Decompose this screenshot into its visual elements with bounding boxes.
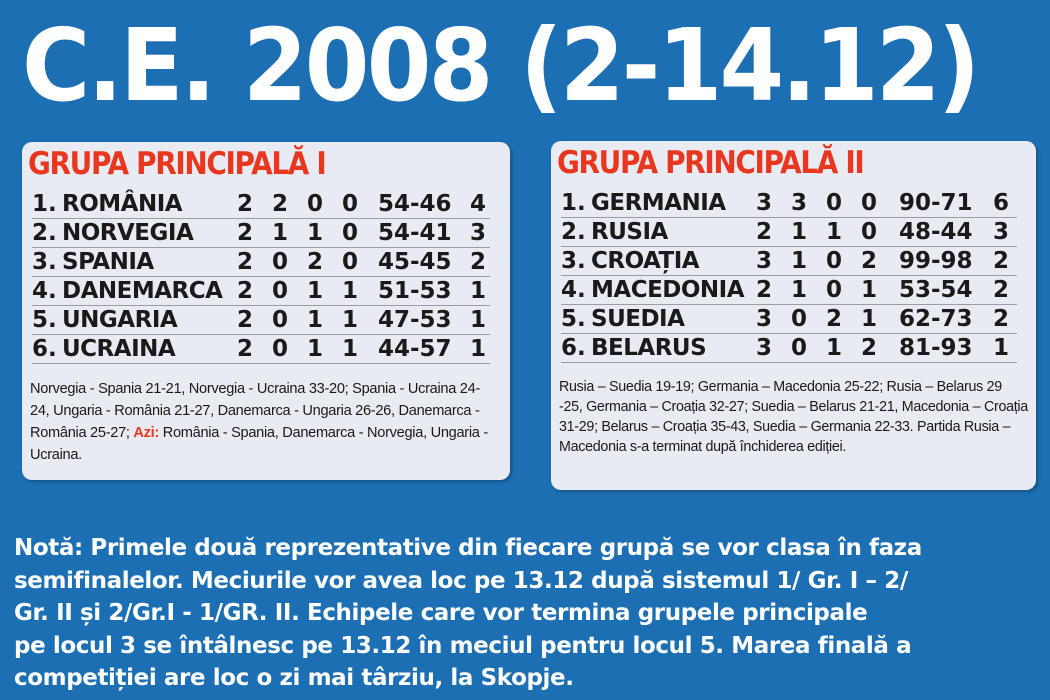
won-cell: 0 xyxy=(791,306,808,332)
goals-cell: 53-54 xyxy=(899,277,973,303)
note-line: Notă: Primele două reprezentative din fiecare grupă se vor clasa în faza xyxy=(14,535,922,561)
team-cell: CROAȚIA xyxy=(591,248,700,274)
standings-row xyxy=(561,247,1017,276)
played-cell: 2 xyxy=(237,191,254,217)
team-cell: MACEDONIA xyxy=(591,277,745,303)
drawn-cell: 1 xyxy=(826,219,843,245)
rank-cell: 4. xyxy=(561,277,586,303)
won-cell: 1 xyxy=(791,248,808,274)
goals-cell: 47-53 xyxy=(378,307,452,333)
team-cell: SUEDIA xyxy=(591,306,685,332)
standings-row xyxy=(561,276,1017,305)
rank-cell: 6. xyxy=(32,336,57,362)
played-cell: 3 xyxy=(756,248,773,274)
team-cell: BELARUS xyxy=(591,335,707,361)
team-cell: ROMÂNIA xyxy=(62,191,183,217)
goals-cell: 44-57 xyxy=(378,336,452,362)
group-2-standings-table xyxy=(561,189,1017,363)
points-cell: 2 xyxy=(993,248,1010,274)
goals-cell: 99-98 xyxy=(899,248,973,274)
points-cell: 1 xyxy=(993,335,1010,361)
won-cell: 0 xyxy=(272,278,289,304)
team-cell: RUSIA xyxy=(591,219,668,245)
drawn-cell: 0 xyxy=(826,190,843,216)
note-line: pe locul 3 se întâlnesc pe 13.12 în meciul pentru locul 5. Marea finală a xyxy=(14,632,912,659)
standings-row xyxy=(561,218,1017,247)
points-cell: 2 xyxy=(470,249,487,275)
won-cell: 0 xyxy=(272,336,289,362)
group-1-panel xyxy=(22,142,510,480)
played-cell: 2 xyxy=(237,307,254,333)
won-cell: 0 xyxy=(272,249,289,275)
goals-cell: 45-45 xyxy=(378,249,452,275)
rank-cell: 1. xyxy=(561,190,586,216)
team-cell: UCRAINA xyxy=(62,336,176,362)
group-2-title: GRUPA PRINCIPALĂ II xyxy=(557,145,864,181)
won-cell: 3 xyxy=(791,190,808,216)
standings-row xyxy=(32,190,490,219)
points-cell: 3 xyxy=(993,219,1010,245)
standings-row xyxy=(32,277,490,306)
drawn-cell: 1 xyxy=(307,278,324,304)
lost-cell: 1 xyxy=(342,336,359,362)
rank-cell: 2. xyxy=(32,220,57,246)
won-cell: 1 xyxy=(791,219,808,245)
today-matches: România - Spania, Danemarca - Norvegia, Ungaria - Ucraina. xyxy=(30,425,488,463)
note-paragraph xyxy=(14,532,1044,695)
won-cell: 0 xyxy=(791,335,808,361)
lost-cell: 0 xyxy=(342,249,359,275)
drawn-cell: 2 xyxy=(307,249,324,275)
played-cell: 2 xyxy=(237,278,254,304)
played-cell: 3 xyxy=(756,306,773,332)
points-cell: 2 xyxy=(993,277,1010,303)
points-cell: 3 xyxy=(470,220,487,246)
standings-row xyxy=(32,335,490,364)
lost-cell: 0 xyxy=(342,220,359,246)
team-cell: UNGARIA xyxy=(62,307,178,333)
points-cell: 6 xyxy=(993,190,1010,216)
goals-cell: 51-53 xyxy=(378,278,452,304)
goals-cell: 48-44 xyxy=(899,219,973,245)
team-cell: GERMANIA xyxy=(591,190,726,216)
played-cell: 2 xyxy=(756,219,773,245)
drawn-cell: 0 xyxy=(307,191,324,217)
won-cell: 1 xyxy=(791,277,808,303)
rank-cell: 3. xyxy=(32,249,57,275)
drawn-cell: 1 xyxy=(307,307,324,333)
points-cell: 1 xyxy=(470,336,487,362)
played-cell: 2 xyxy=(237,336,254,362)
rank-cell: 3. xyxy=(561,248,586,274)
team-cell: SPANIA xyxy=(62,249,154,275)
points-cell: 2 xyxy=(993,306,1010,332)
lost-cell: 0 xyxy=(342,191,359,217)
won-cell: 2 xyxy=(272,191,289,217)
group-2-results: Rusia – Suedia 19-19; Germania – Macedonia 25-22; Rusia – Belarus 29 -25, Germania – Croația 32-27; Suedia – Belarus 21-21, Macedonia – Croația 31-29; Belarus – Croația 35-43, Suedia – Germania 22-33. Partida Rusia – Macedonia s-a terminat după închiderea ediției. xyxy=(559,379,1028,455)
lost-cell: 1 xyxy=(861,306,878,332)
rank-cell: 5. xyxy=(561,306,586,332)
standings-row xyxy=(32,219,490,248)
points-cell: 1 xyxy=(470,307,487,333)
rank-cell: 2. xyxy=(561,219,586,245)
note-line: competiției are loc o zi mai târziu, la Skopje. xyxy=(14,665,574,691)
standings-row xyxy=(561,305,1017,334)
lost-cell: 1 xyxy=(342,307,359,333)
rank-cell: 4. xyxy=(32,278,57,304)
goals-cell: 54-46 xyxy=(378,191,452,217)
drawn-cell: 1 xyxy=(826,335,843,361)
lost-cell: 2 xyxy=(861,248,878,274)
played-cell: 3 xyxy=(756,190,773,216)
drawn-cell: 2 xyxy=(826,306,843,332)
goals-cell: 62-73 xyxy=(899,306,973,332)
standings-row xyxy=(561,334,1017,363)
lost-cell: 0 xyxy=(861,190,878,216)
rank-cell: 1. xyxy=(32,191,57,217)
group-1-results xyxy=(30,378,498,466)
goals-cell: 90-71 xyxy=(899,190,973,216)
drawn-cell: 0 xyxy=(826,248,843,274)
lost-cell: 2 xyxy=(861,335,878,361)
played-cell: 2 xyxy=(756,277,773,303)
points-cell: 1 xyxy=(470,278,487,304)
drawn-cell: 1 xyxy=(307,336,324,362)
lost-cell: 0 xyxy=(861,219,878,245)
played-cell: 2 xyxy=(237,220,254,246)
standings-row xyxy=(32,248,490,277)
standings-row xyxy=(32,306,490,335)
rank-cell: 5. xyxy=(32,307,57,333)
won-cell: 0 xyxy=(272,307,289,333)
group-1-title: GRUPA PRINCIPALĂ I xyxy=(28,146,326,182)
drawn-cell: 0 xyxy=(826,277,843,303)
standings-row xyxy=(561,189,1017,218)
results-text: Norvegia - Spania 21-21, Norvegia - Ucraina 33-20; Spania - Ucraina 24-24, Ungaria - România 21-27, Danemarca - Ungaria 26-26, Danemarca - România 25-27; xyxy=(30,381,480,441)
drawn-cell: 1 xyxy=(307,220,324,246)
page-title: C.E. 2008 (2-14.12) xyxy=(22,7,978,124)
today-label: Azi: xyxy=(133,425,159,441)
won-cell: 1 xyxy=(272,220,289,246)
goals-cell: 81-93 xyxy=(899,335,973,361)
note-line: Gr. II și 2/Gr.I - 1/GR. II. Echipele care vor termina grupele principale xyxy=(14,600,868,626)
team-cell: DANEMARCA xyxy=(62,278,223,304)
lost-cell: 1 xyxy=(861,277,878,303)
group-2-panel xyxy=(551,141,1036,490)
played-cell: 3 xyxy=(756,335,773,361)
team-cell: NORVEGIA xyxy=(62,220,194,246)
played-cell: 2 xyxy=(237,249,254,275)
rank-cell: 6. xyxy=(561,335,586,361)
note-line: semifinalelor. Meciurile vor avea loc pe 13.12 după sistemul 1/ Gr. I – 2/ xyxy=(14,567,908,594)
group-1-standings-table xyxy=(32,190,490,364)
goals-cell: 54-41 xyxy=(378,220,452,246)
points-cell: 4 xyxy=(470,191,487,217)
lost-cell: 1 xyxy=(342,278,359,304)
